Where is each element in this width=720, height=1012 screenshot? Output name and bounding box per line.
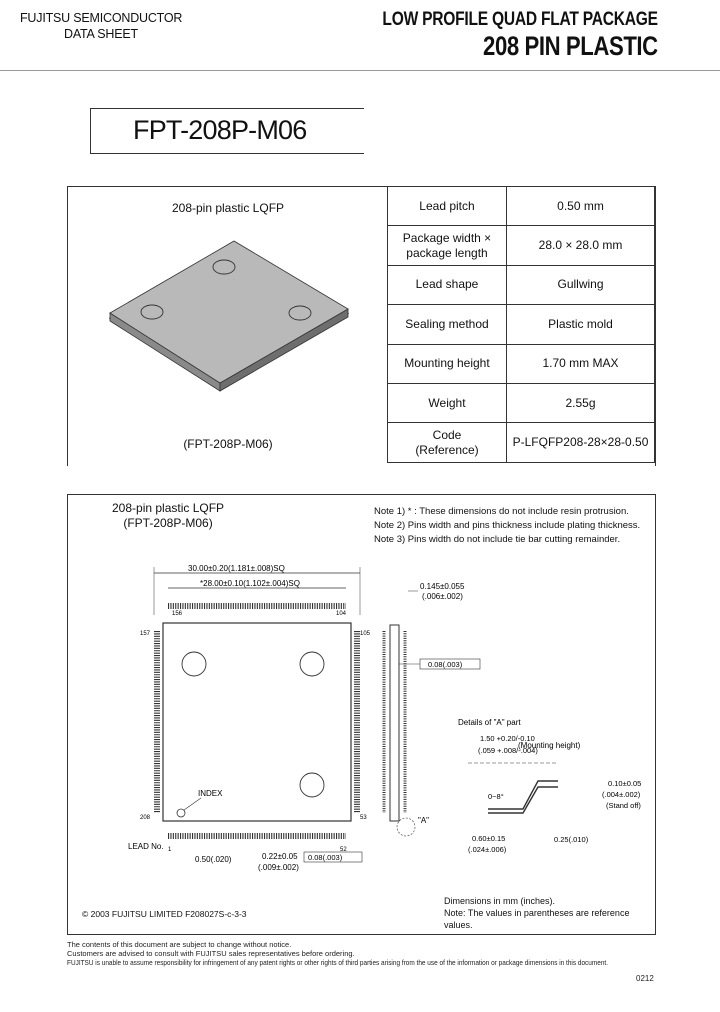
spec-key: Weight — [388, 383, 507, 422]
pin-53: 53 — [360, 815, 367, 821]
page-code: 0212 — [636, 974, 654, 983]
lead-width-b: (.009±.002) — [258, 863, 299, 872]
header-divider — [0, 70, 720, 71]
mount-height-label: (Mounting height) — [518, 741, 581, 750]
side-view-body — [390, 625, 399, 821]
copyright: © 2003 FUJITSU LIMITED F208027S-c-3-3 — [82, 909, 247, 919]
dims-note-1: Dimensions in mm (inches). — [444, 896, 556, 906]
pin-208: 208 — [140, 815, 151, 821]
angle-label: 0~8° — [488, 792, 504, 801]
spec-key: Lead shape — [388, 265, 507, 304]
pin-1: 1 — [168, 847, 172, 853]
standoff-label: (Stand off) — [606, 801, 641, 810]
package-name: 208 PIN PLASTIC — [483, 31, 658, 61]
footer-line-3: FUJITSU is unable to assume responsibility for infringement of any patent rights or other rights of third parties arising from the use of the information or package dimensions in this document. — [67, 958, 608, 967]
mount-height-a: 1.50 +0.20/-0.10 — [480, 734, 535, 743]
note-1: Note 1) * : These dimensions do not include resin protrusion. — [374, 506, 629, 517]
header-left — [20, 10, 182, 42]
spec-key: Package width × package length — [388, 226, 507, 265]
foot-length-a: 0.60±0.15 — [472, 834, 506, 843]
package-3d-illustration — [104, 237, 364, 407]
lead-no-label: LEAD No. — [128, 842, 164, 851]
spec-row — [388, 344, 655, 383]
details-label: Details of "A" part — [458, 718, 521, 727]
part-a-label: "A" — [418, 816, 430, 825]
foot-length-b: (.024±.006) — [468, 845, 507, 854]
spec-value: 2.55g — [507, 383, 655, 422]
pin-105: 105 — [360, 631, 371, 637]
dim-inner-label: *28.00±0.10(1.102±.004)SQ — [200, 579, 300, 588]
spec-package-code: (FPT-208P-M06) — [183, 437, 273, 451]
spec-key: Mounting height — [388, 344, 507, 383]
spec-key: Sealing method — [388, 305, 507, 344]
drawing-title-line2: (FPT-208P-M06) — [123, 516, 213, 530]
standoff-b: (.004±.002) — [602, 790, 641, 799]
spec-table — [387, 186, 655, 463]
part-code: FPT-208P-M06 — [133, 115, 307, 145]
spec-value: 0.50 mm — [507, 187, 655, 226]
pitch-label: 0.50(.020) — [195, 855, 232, 864]
part-code-box — [90, 108, 364, 154]
dim-thickness-b: (.006±.002) — [422, 592, 463, 601]
drawing-title — [112, 501, 224, 531]
outline-drawing — [68, 555, 655, 875]
drawing-title-line1: 208-pin plastic LQFP — [112, 501, 225, 515]
spec-key: Code (Reference) — [388, 423, 507, 462]
dims-note-2: Note: The values in parentheses are reference values. — [444, 908, 630, 930]
lead-width-a: 0.22±0.05 — [262, 852, 298, 861]
document-type: DATA SHEET — [64, 27, 138, 41]
foot-length-c: 0.25(.010) — [554, 835, 589, 844]
dim-flatness: 0.08(.003) — [428, 660, 463, 669]
company-name: FUJITSU SEMICONDUCTOR — [20, 11, 183, 25]
spec-row — [388, 187, 655, 226]
spec-row — [388, 383, 655, 422]
package-type: LOW PROFILE QUAD FLAT PACKAGE — [382, 9, 658, 30]
pin-104: 104 — [336, 611, 347, 617]
drawing-notes — [374, 505, 640, 547]
header-right — [383, 9, 658, 61]
spec-row — [388, 265, 655, 304]
pin-157: 157 — [140, 631, 151, 637]
spec-value: Plastic mold — [507, 305, 655, 344]
footer-line-2: Customers are advised to consult with FUJITSU sales representatives before ordering. — [67, 949, 355, 958]
dimension-notes — [444, 895, 655, 931]
spec-package-title: 208-pin plastic LQFP — [171, 201, 285, 215]
dim-outer-label: 30.00±0.20(1.181±.008)SQ — [188, 564, 285, 573]
dimension-drawing-panel — [67, 494, 656, 935]
index-label: INDEX — [198, 789, 223, 798]
mount-height-b: (.059 +.008/-.004) — [478, 746, 538, 755]
note-2: Note 2) Pins width and pins thickness include plating thickness. — [374, 520, 641, 531]
dim-thickness-a: 0.145±0.055 — [420, 582, 465, 591]
spec-value: 28.0 × 28.0 mm — [507, 226, 655, 265]
footer-line-1: The contents of this document are subject to change without notice. — [67, 940, 292, 949]
spec-value: Gullwing — [507, 265, 655, 304]
lead-tolerance: 0.08(.003) — [308, 853, 343, 862]
spec-key: Lead pitch — [388, 187, 507, 226]
spec-value: P-LFQFP208-28×28-0.50 — [507, 423, 655, 462]
spec-row — [388, 226, 655, 265]
pin-52: 52 — [340, 847, 347, 853]
spec-value: 1.70 mm MAX — [507, 344, 655, 383]
spec-row — [388, 423, 655, 462]
spec-row — [388, 305, 655, 344]
footer-disclaimer — [67, 940, 696, 967]
pin-156: 156 — [172, 611, 183, 617]
note-3: Note 3) Pins width do not include tie bar cutting remainder. — [374, 534, 621, 545]
spec-panel — [67, 186, 656, 466]
standoff-a: 0.10±0.05 — [608, 779, 642, 788]
